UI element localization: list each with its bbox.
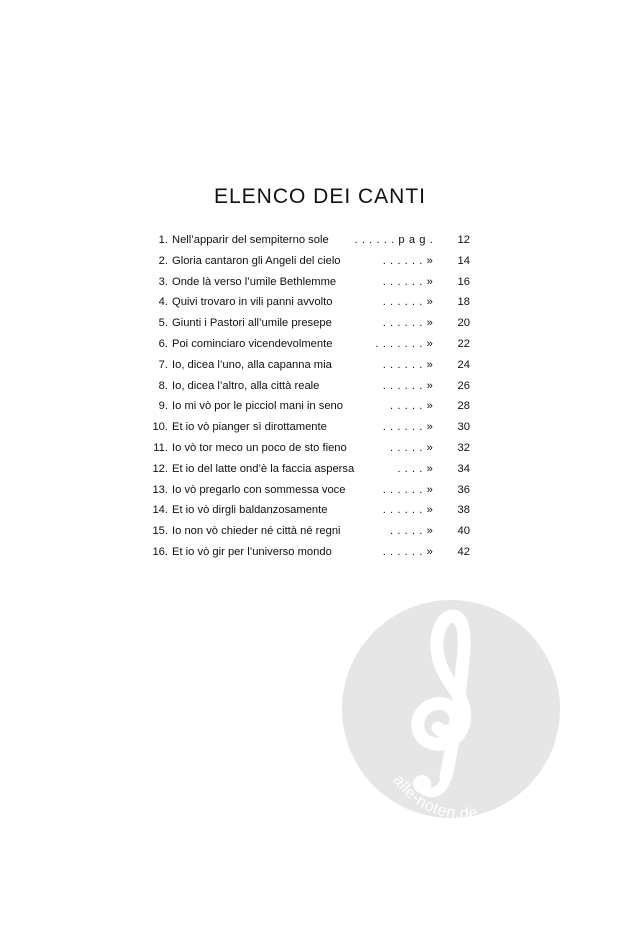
toc-entry xyxy=(146,359,470,380)
entry-number: 5. xyxy=(158,317,168,330)
entry-title: Et io del latte ond’è la faccia aspersa xyxy=(172,462,355,475)
entry-title: Giunti i Pastori all’umile presepe xyxy=(172,317,332,330)
entry-number: 6. xyxy=(158,337,168,350)
toc-entry xyxy=(146,400,470,421)
leader-dots: ......pag. xyxy=(329,234,442,246)
entry-page-number: 24 xyxy=(457,358,470,371)
toc-entry xyxy=(146,525,470,546)
leader-dots: ......» xyxy=(336,276,442,288)
ditto-mark: » xyxy=(426,379,437,392)
entry-page-number: 26 xyxy=(457,379,470,392)
entry-page-number: 22 xyxy=(457,337,470,350)
toc-entry xyxy=(146,421,470,442)
leader-dots: ......» xyxy=(332,317,442,329)
toc-entry xyxy=(146,255,470,276)
leader-dots: ......» xyxy=(332,359,442,371)
entry-page-number: 36 xyxy=(457,483,470,496)
entry-title: Io, dicea l’uno, alla capanna mia xyxy=(172,358,332,371)
toc-entry xyxy=(146,546,470,567)
ditto-mark: » xyxy=(426,545,437,558)
entry-number: 4. xyxy=(158,296,168,309)
entry-number: 10. xyxy=(152,421,168,434)
leader-dots: ......» xyxy=(332,296,442,308)
leader-dots: ......» xyxy=(332,546,442,558)
entry-number: 7. xyxy=(158,358,168,371)
entry-title: Io, dicea l’altro, alla città reale xyxy=(172,379,320,392)
ditto-mark: » xyxy=(426,462,437,475)
entry-title: Io vò tor meco un poco de sto fieno xyxy=(172,441,347,454)
entry-number: 1. xyxy=(158,234,168,246)
ditto-mark: » xyxy=(426,275,437,288)
leader-dots: ......» xyxy=(319,380,442,392)
entry-number: 14. xyxy=(152,504,168,517)
entry-number: 9. xyxy=(158,400,168,413)
entry-page-number: 30 xyxy=(457,421,470,434)
toc-entry xyxy=(146,442,470,463)
ditto-mark: » xyxy=(426,317,437,330)
entry-page-number: 34 xyxy=(457,462,470,475)
toc-entry xyxy=(146,296,470,317)
toc-entry xyxy=(146,484,470,505)
toc-entry xyxy=(146,463,470,484)
leader-dots: ......» xyxy=(327,504,442,516)
entry-number: 16. xyxy=(152,545,168,558)
ditto-mark: » xyxy=(426,400,437,413)
toc-entry xyxy=(146,317,470,338)
leader-dots: .......» xyxy=(332,338,442,350)
entry-page-number: 28 xyxy=(457,400,470,413)
entry-title: Nell’apparir del sempiterno sole xyxy=(172,234,329,246)
toc-entry xyxy=(146,276,470,297)
entry-title: Poi cominciaro vicendevolmente xyxy=(172,337,333,350)
watermark-text: alle-noten.de xyxy=(389,772,480,818)
entry-page-number: 32 xyxy=(457,441,470,454)
ditto-mark: » xyxy=(426,254,437,267)
entry-page-number: 16 xyxy=(457,275,470,288)
entry-title: Et io vò pianger sì dirottamente xyxy=(172,421,327,434)
leader-dots: ......» xyxy=(341,255,442,267)
leader-dots: .....» xyxy=(343,400,442,412)
toc-entry xyxy=(146,380,470,401)
ditto-mark: » xyxy=(426,337,437,350)
entry-number: 13. xyxy=(152,483,168,496)
leader-dots: .....» xyxy=(347,442,442,454)
entry-title: Io non vò chieder né città né regni xyxy=(172,525,341,538)
entry-page-number: 12 xyxy=(457,234,470,246)
toc-entry xyxy=(146,234,470,255)
leader-dots: ......» xyxy=(346,484,443,496)
entry-title: Quivi trovaro in vili panni avvolto xyxy=(172,296,333,309)
entry-page-number: 42 xyxy=(457,545,470,558)
table-of-contents xyxy=(146,234,470,567)
entry-page-number: 40 xyxy=(457,525,470,538)
ditto-mark: » xyxy=(426,504,437,517)
ditto-mark: » xyxy=(426,525,437,538)
ditto-mark: » xyxy=(426,483,437,496)
entry-page-number: 14 xyxy=(457,254,470,267)
entry-number: 3. xyxy=(158,275,168,288)
entry-title: Et io vò dirgli baldanzosamente xyxy=(172,504,328,517)
entry-number: 8. xyxy=(158,379,168,392)
entry-page-number: 18 xyxy=(457,296,470,309)
entry-title: Gloria cantaron gli Angeli del cielo xyxy=(172,254,341,267)
leader-dots: ......» xyxy=(327,421,442,433)
page-prefix: pag. xyxy=(398,234,437,246)
entry-page-number: 38 xyxy=(457,504,470,517)
entry-title: Et io vò gir per l’universo mondo xyxy=(172,545,332,558)
toc-entry xyxy=(146,504,470,525)
toc-entry xyxy=(146,338,470,359)
ditto-mark: » xyxy=(426,441,437,454)
entry-title: Io vò pregarlo con sommessa voce xyxy=(172,483,346,496)
entry-title: Io mi vò por le picciol mani in seno xyxy=(172,400,343,413)
ditto-mark: » xyxy=(426,358,437,371)
entry-number: 15. xyxy=(152,525,168,538)
leader-dots: .....» xyxy=(341,525,442,537)
ditto-mark: » xyxy=(426,421,437,434)
page-title: ELENCO DEI CANTI xyxy=(213,185,427,209)
ditto-mark: » xyxy=(426,296,437,309)
entry-page-number: 20 xyxy=(457,317,470,330)
entry-title: Onde là verso l’umile Bethlemme xyxy=(172,275,337,288)
entry-number: 11. xyxy=(153,441,168,454)
watermark xyxy=(342,600,560,818)
leader-dots: ....» xyxy=(354,463,442,475)
entry-number: 2. xyxy=(158,254,168,267)
entry-number: 12. xyxy=(152,462,168,475)
